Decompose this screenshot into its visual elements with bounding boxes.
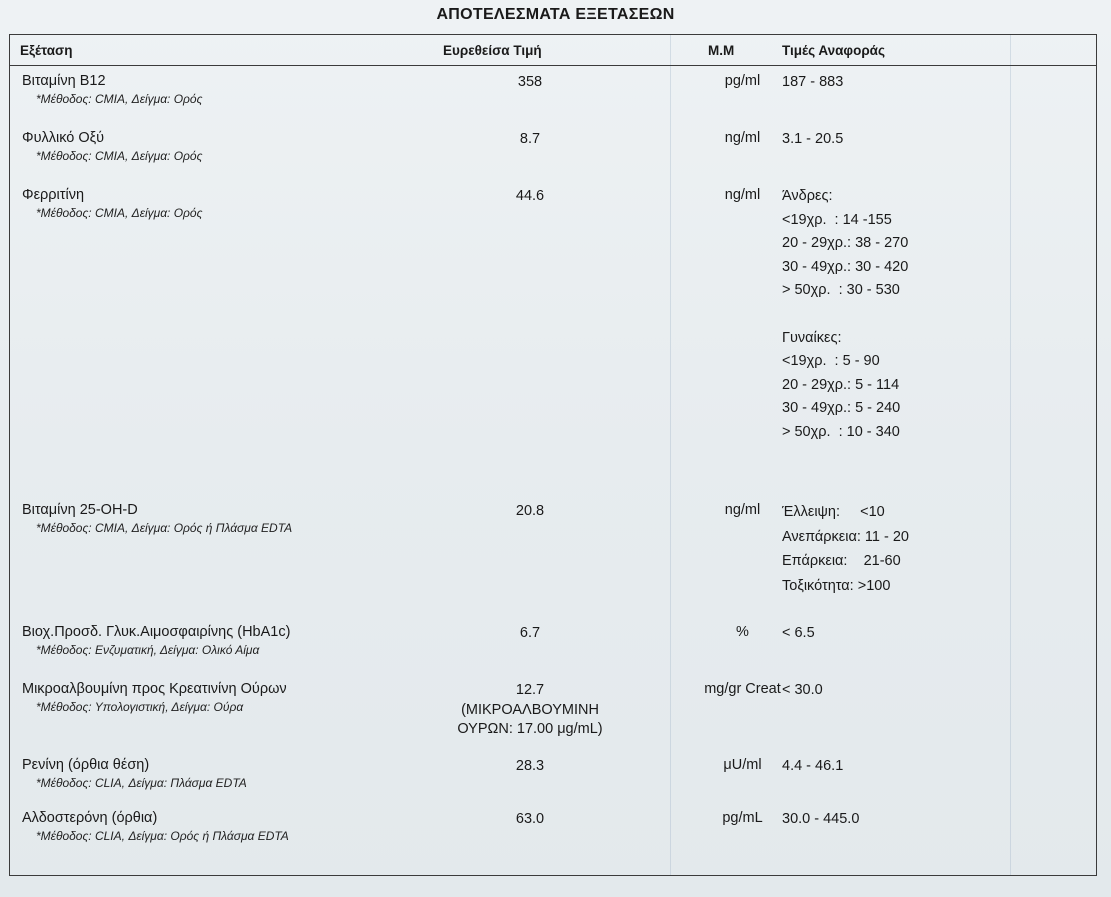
- test-method: *Μέθοδος: CMIA, Δείγμα: Ορός: [36, 149, 203, 163]
- test-reference: 3.1 - 20.5: [782, 131, 844, 147]
- header-reference: Τιμές Αναφοράς: [782, 43, 886, 58]
- test-unit: ng/ml: [724, 502, 761, 518]
- test-value: 28.3: [515, 758, 545, 774]
- test-unit: ng/ml: [724, 130, 761, 146]
- test-value: 12.7: [515, 682, 545, 698]
- test-unit: ng/ml: [724, 187, 761, 203]
- test-reference: 4.4 - 46.1: [782, 758, 844, 774]
- test-reference: Έλλειψη: <10 Ανεπάρκεια: 11 - 20 Επάρκεια: 21-60 Τοξικότητα: >100: [782, 504, 909, 594]
- test-value: 20.8: [515, 503, 545, 519]
- header-value: Ευρεθείσα Τιμή: [443, 43, 542, 58]
- test-value: 358: [517, 74, 543, 90]
- test-value-note: ΟΥΡΩΝ: 17.00 μg/mL): [457, 721, 603, 737]
- test-name: Βιταμίνη Β12: [22, 73, 106, 89]
- page-title: ΑΠΟΤΕΛΕΣΜΑΤΑ ΕΞΕΤΑΣΕΩΝ: [436, 6, 675, 23]
- column-divider: [670, 35, 671, 875]
- test-name: Αλδοστερόνη (όρθια): [22, 810, 158, 826]
- test-unit: pg/ml: [724, 73, 761, 89]
- test-unit: mg/gr Creat: [704, 681, 781, 697]
- test-method: *Μέθοδος: CMIA, Δείγμα: Ορός: [36, 92, 203, 106]
- test-value: 6.7: [519, 625, 541, 641]
- test-name: Φυλλικό Οξύ: [22, 130, 105, 146]
- header-test: Εξέταση: [20, 43, 73, 58]
- test-name: Βιταμίνη 25-OH-D: [22, 502, 138, 518]
- test-reference: < 6.5: [782, 625, 815, 641]
- test-method: *Μέθοδος: CMIA, Δείγμα: Ορός: [36, 206, 203, 220]
- test-unit: pg/mL: [722, 810, 763, 826]
- results-table: [9, 34, 1097, 876]
- table-header: [10, 35, 1096, 66]
- test-method: *Μέθοδος: CLIA, Δείγμα: Ορός ή Πλάσμα EDTA: [36, 829, 289, 843]
- test-method: *Μέθοδος: CLIA, Δείγμα: Πλάσμα EDTA: [36, 776, 247, 790]
- test-value: 63.0: [515, 811, 545, 827]
- test-reference: 30.0 - 445.0: [782, 811, 860, 827]
- test-method: *Μέθοδος: Υπολογιστική, Δείγμα: Ούρα: [36, 700, 244, 714]
- test-method: *Μέθοδος: Ενζυματική, Δείγμα: Ολικό Αίμα: [36, 643, 260, 657]
- test-unit: %: [736, 624, 749, 640]
- test-reference: Άνδρες: <19χρ. : 14 -155 20 - 29χρ.: 38 - 270 30 - 49χρ.: 30 - 420 > 50χρ. : 30 - 530 Γυναίκες: <19χρ. : 5 - 90 20 - 29χρ.: 5 - 114 30 - 49χρ.: 5 - 240 > 50χρ. : 10 - 340: [782, 188, 909, 440]
- test-name: Ρενίνη (όρθια θέση): [22, 757, 150, 773]
- test-value: 8.7: [519, 131, 541, 147]
- test-name: Βιοχ.Προσδ. Γλυκ.Αιμοσφαιρίνης (HbA1c): [22, 624, 291, 640]
- test-unit: μU/ml: [723, 757, 762, 773]
- column-divider: [1010, 35, 1011, 875]
- test-value-note: (ΜΙΚΡΟΑΛΒΟΥΜΙΝΗ: [461, 702, 599, 718]
- test-name: Φερριτίνη: [22, 187, 85, 203]
- test-name: Μικροαλβουμίνη προς Κρεατινίνη Ούρων: [22, 681, 287, 697]
- test-value: 44.6: [515, 188, 545, 204]
- header-unit: Μ.Μ: [708, 43, 735, 58]
- test-reference: 187 - 883: [782, 74, 844, 90]
- test-method: *Μέθοδος: CMIA, Δείγμα: Ορός ή Πλάσμα EDTA: [36, 521, 293, 535]
- test-reference: < 30.0: [782, 682, 823, 698]
